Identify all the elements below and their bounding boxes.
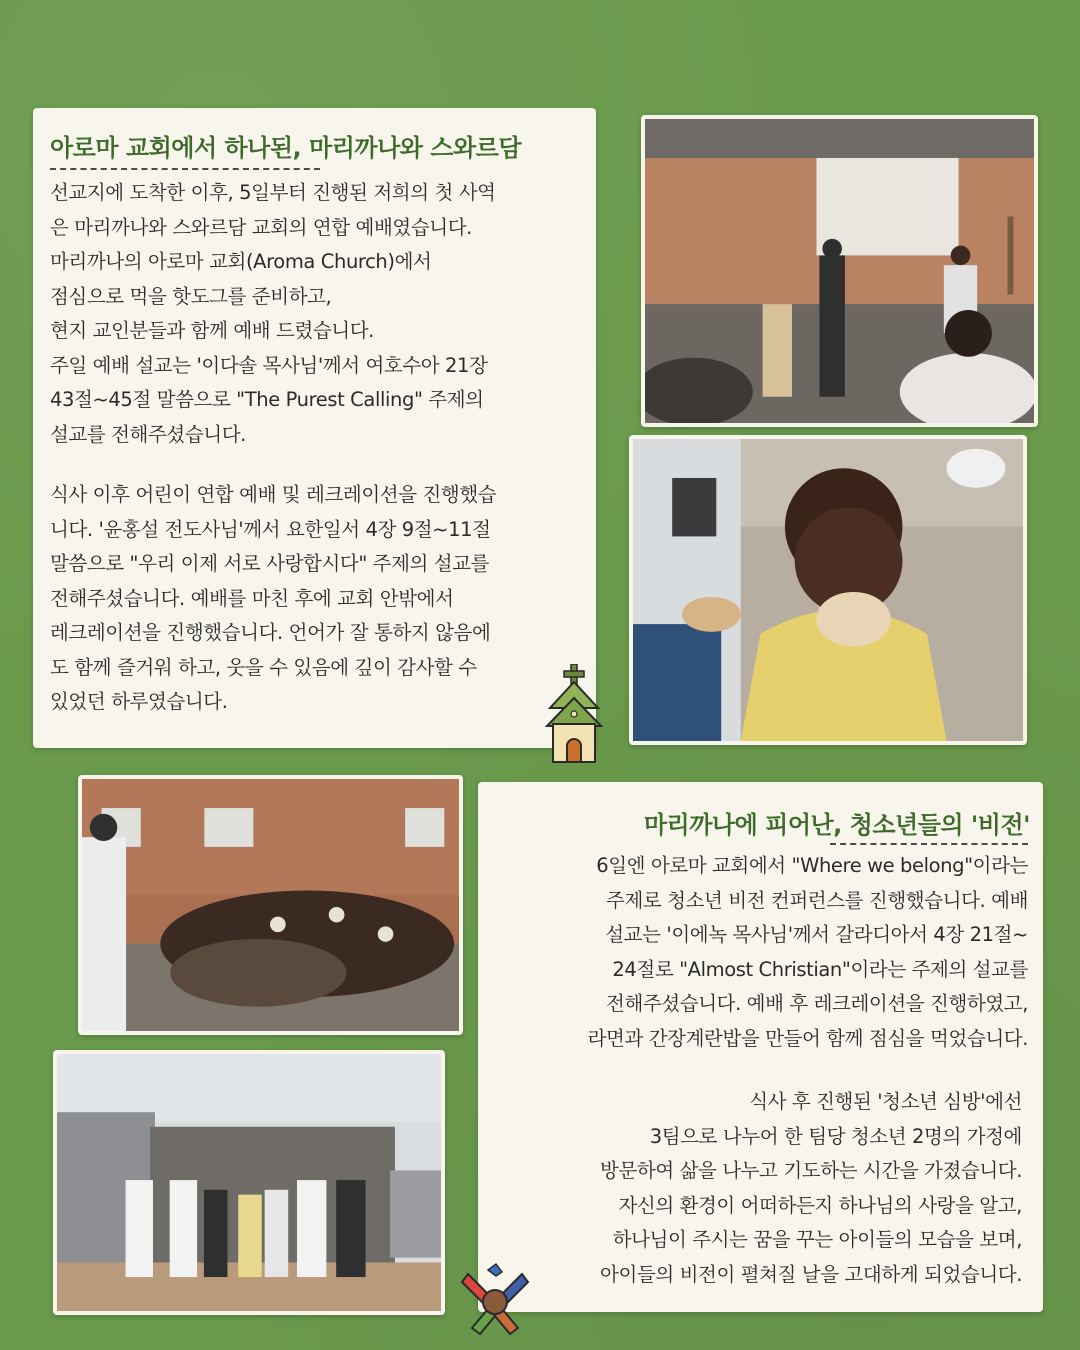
text-line: 설교는 '이에녹 목사님'께서 갈라디아서 4장 21절~ [605, 923, 1028, 946]
text-line: 하나님이 주시는 꿈을 꾸는 아이들의 모습을 보며, [612, 1228, 1022, 1251]
text-line: 식사 이후 어린이 연합 예배 및 레크레이션을 진행했습 [50, 483, 497, 506]
text-line: 자신의 환경이 어떠하든지 하나님의 사랑을 알고, [618, 1193, 1022, 1217]
child-eating-hotdog-photo [629, 435, 1027, 745]
section1-paragraph-1 [50, 176, 496, 452]
text-line: 아이들의 비전이 펼쳐질 날을 고대하게 되었습니다. [600, 1262, 1022, 1286]
text-line: 설교를 전해주셨습니다. [50, 422, 246, 446]
section2-title: 마리까나에 피어난, 청소년들의 '비전' [643, 811, 1030, 839]
group-home-visit-photo [53, 1050, 445, 1315]
section1-title-divider [50, 168, 320, 170]
section2-paragraph-1 [588, 849, 1028, 1056]
text-line: 은 마리까나와 스와르담 교회의 연합 예배였습니다. [50, 215, 472, 239]
text-line: 6일엔 아로마 교회에서 "Where we belong"이라는 [596, 854, 1028, 877]
text-line: 전해주셨습니다. 예배를 마친 후에 교회 안밖에서 [50, 586, 454, 610]
text-line: 주일 예배 설교는 '이다솔 목사님'께서 여호수아 21장 [50, 353, 488, 377]
text-line: 방문하여 삶을 나누고 기도하는 시간을 가졌습니다. [600, 1159, 1022, 1182]
church-icon [545, 664, 605, 764]
text-line: 마리까나의 아로마 교회(Aroma Church)에서 [50, 250, 432, 273]
church-worship-photo [641, 115, 1038, 427]
text-line: 도 함께 즐거워 하고, 웃을 수 있음에 깊이 감사할 수 [50, 655, 477, 679]
text-line: 있었던 하루였습니다. [50, 690, 228, 713]
united-hands-icon [460, 1262, 530, 1337]
text-line: 점심으로 먹을 핫도그를 준비하고, [50, 284, 332, 308]
section2-paragraph-2 [600, 1085, 1022, 1292]
section1-paragraph-2 [50, 478, 496, 720]
text-line: 24절로 "Almost Christian"이라는 주제의 설교를 [612, 957, 1028, 981]
text-line: 말씀으로 "우리 이제 서로 사랑합시다" 주제의 설교를 [50, 552, 490, 575]
text-line: 3팀으로 나누어 한 팀당 청소년 2명의 가정에 [649, 1124, 1022, 1148]
text-line: 43절~45절 말씀으로 "The Purest Calling" 주제의 [50, 388, 484, 411]
text-line: 라면과 간장계란밥을 만들어 함께 점심을 먹었습니다. [587, 1026, 1028, 1050]
text-line: 현지 교인분들과 함께 예배 드렸습니다. [50, 319, 374, 342]
section1-title: 아로마 교회에서 하나된, 마리까나와 스와르담 [50, 134, 522, 162]
text-line: 주제로 청소년 비전 컨퍼런스를 진행했습니다. 예배 [606, 888, 1028, 912]
text-line: 레크레이션을 진행했습니다. 언어가 잘 통하지 않음에 [50, 621, 491, 644]
text-line: 전해주셨습니다. 예배 후 레크레이션을 진행하였고, [606, 992, 1028, 1015]
youth-conference-photo [78, 775, 463, 1035]
section2-title-divider [830, 843, 1028, 845]
text-line: 선교지에 도착한 이후, 5일부터 진행된 저희의 첫 사역 [50, 181, 496, 204]
text-line: 니다. '윤홍설 전도사님'께서 요한일서 4장 9절~11절 [50, 517, 491, 541]
text-line: 식사 후 진행된 '청소년 심방'에선 [749, 1090, 1022, 1113]
